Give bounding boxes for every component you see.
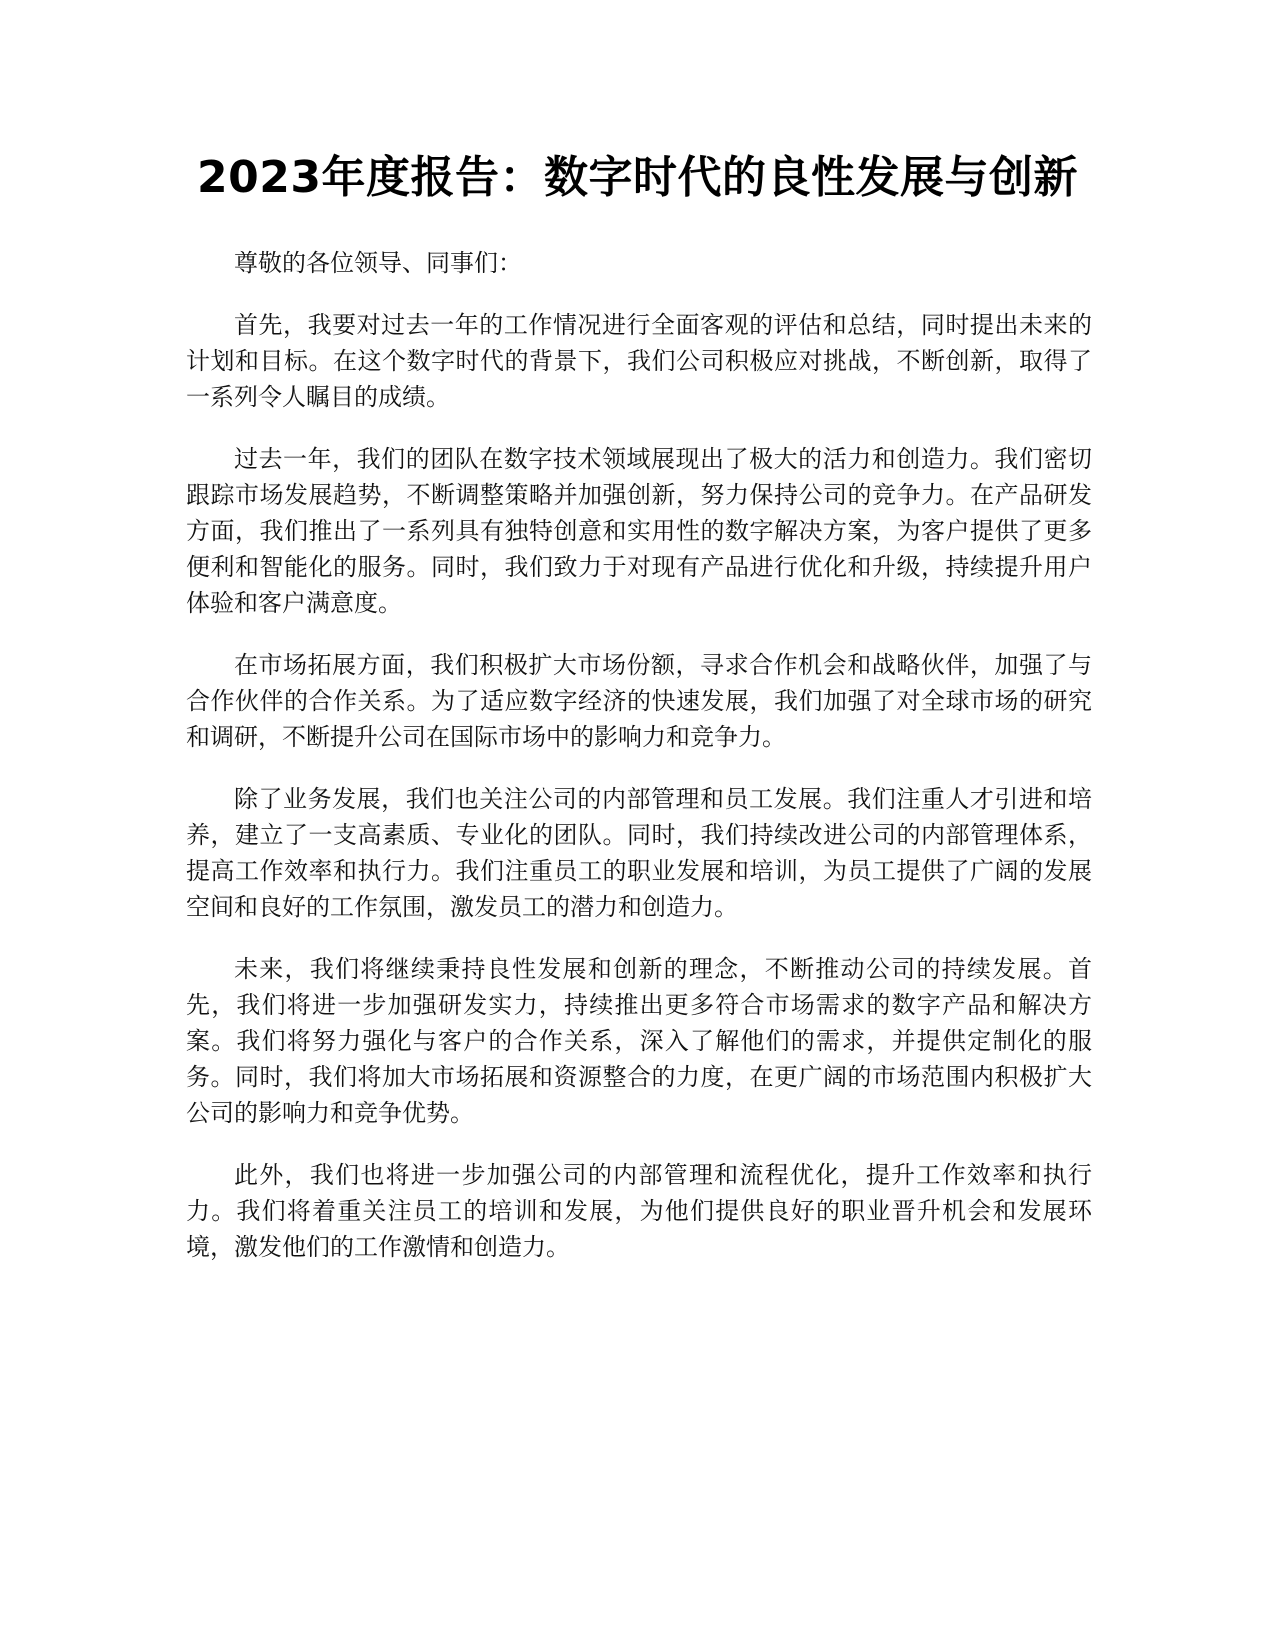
paragraph-past-year-rnd: 过去一年，我们的团队在数字技术领域展现出了极大的活力和创造力。我们密切跟踪市场发展趋势，不断调整策略并加强创新，努力保持公司的竞争力。在产品研发方面，我们推出了一系列具有独特创意和实用性的数字解决方案，为客户提供了更多便利和智能化的服务。同时，我们致力于对现有产品进行优化和升级，持续提升用户体验和客户满意度。 bbox=[186, 445, 1092, 617]
paragraph-market-expansion: 在市场拓展方面，我们积极扩大市场份额，寻求合作机会和战略伙伴，加强了与合作伙伴的合作关系。为了适应数字经济的快速发展，我们加强了对全球市场的研究和调研，不断提升公司在国际市场中的影响力和竞争力。 bbox=[186, 651, 1092, 751]
document-body bbox=[186, 245, 1092, 1291]
document-title: 2023年度报告：数字时代的良性发展与创新 bbox=[197, 152, 1078, 203]
paragraph-introduction: 首先，我要对过去一年的工作情况进行全面客观的评估和总结，同时提出未来的计划和目标。在这个数字时代的背景下，我们公司积极应对挑战，不断创新，取得了一系列令人瞩目的成绩。 bbox=[186, 311, 1092, 411]
paragraph-internal-management: 除了业务发展，我们也关注公司的内部管理和员工发展。我们注重人才引进和培养，建立了一支高素质、专业化的团队。同时，我们持续改进公司的内部管理体系，提高工作效率和执行力。我们注重员工的职业发展和培训，为员工提供了广阔的发展空间和良好的工作氛围，激发员工的潜力和创造力。 bbox=[186, 785, 1092, 921]
paragraph-salutation: 尊敬的各位领导、同事们： bbox=[234, 249, 522, 277]
paragraph-future-plans: 未来，我们将继续秉持良性发展和创新的理念，不断推动公司的持续发展。首先，我们将进一步加强研发实力，持续推出更多符合市场需求的数字产品和解决方案。我们将努力强化与客户的合作关系，深入了解他们的需求，并提供定制化的服务。同时，我们将加大市场拓展和资源整合的力度，在更广阔的市场范围内积极扩大公司的影响力和竞争优势。 bbox=[186, 955, 1092, 1127]
paragraph-additional-plans: 此外，我们也将进一步加强公司的内部管理和流程优化，提升工作效率和执行力。我们将着重关注员工的培训和发展，为他们提供良好的职业晋升机会和发展环境，激发他们的工作激情和创造力。 bbox=[186, 1161, 1092, 1261]
